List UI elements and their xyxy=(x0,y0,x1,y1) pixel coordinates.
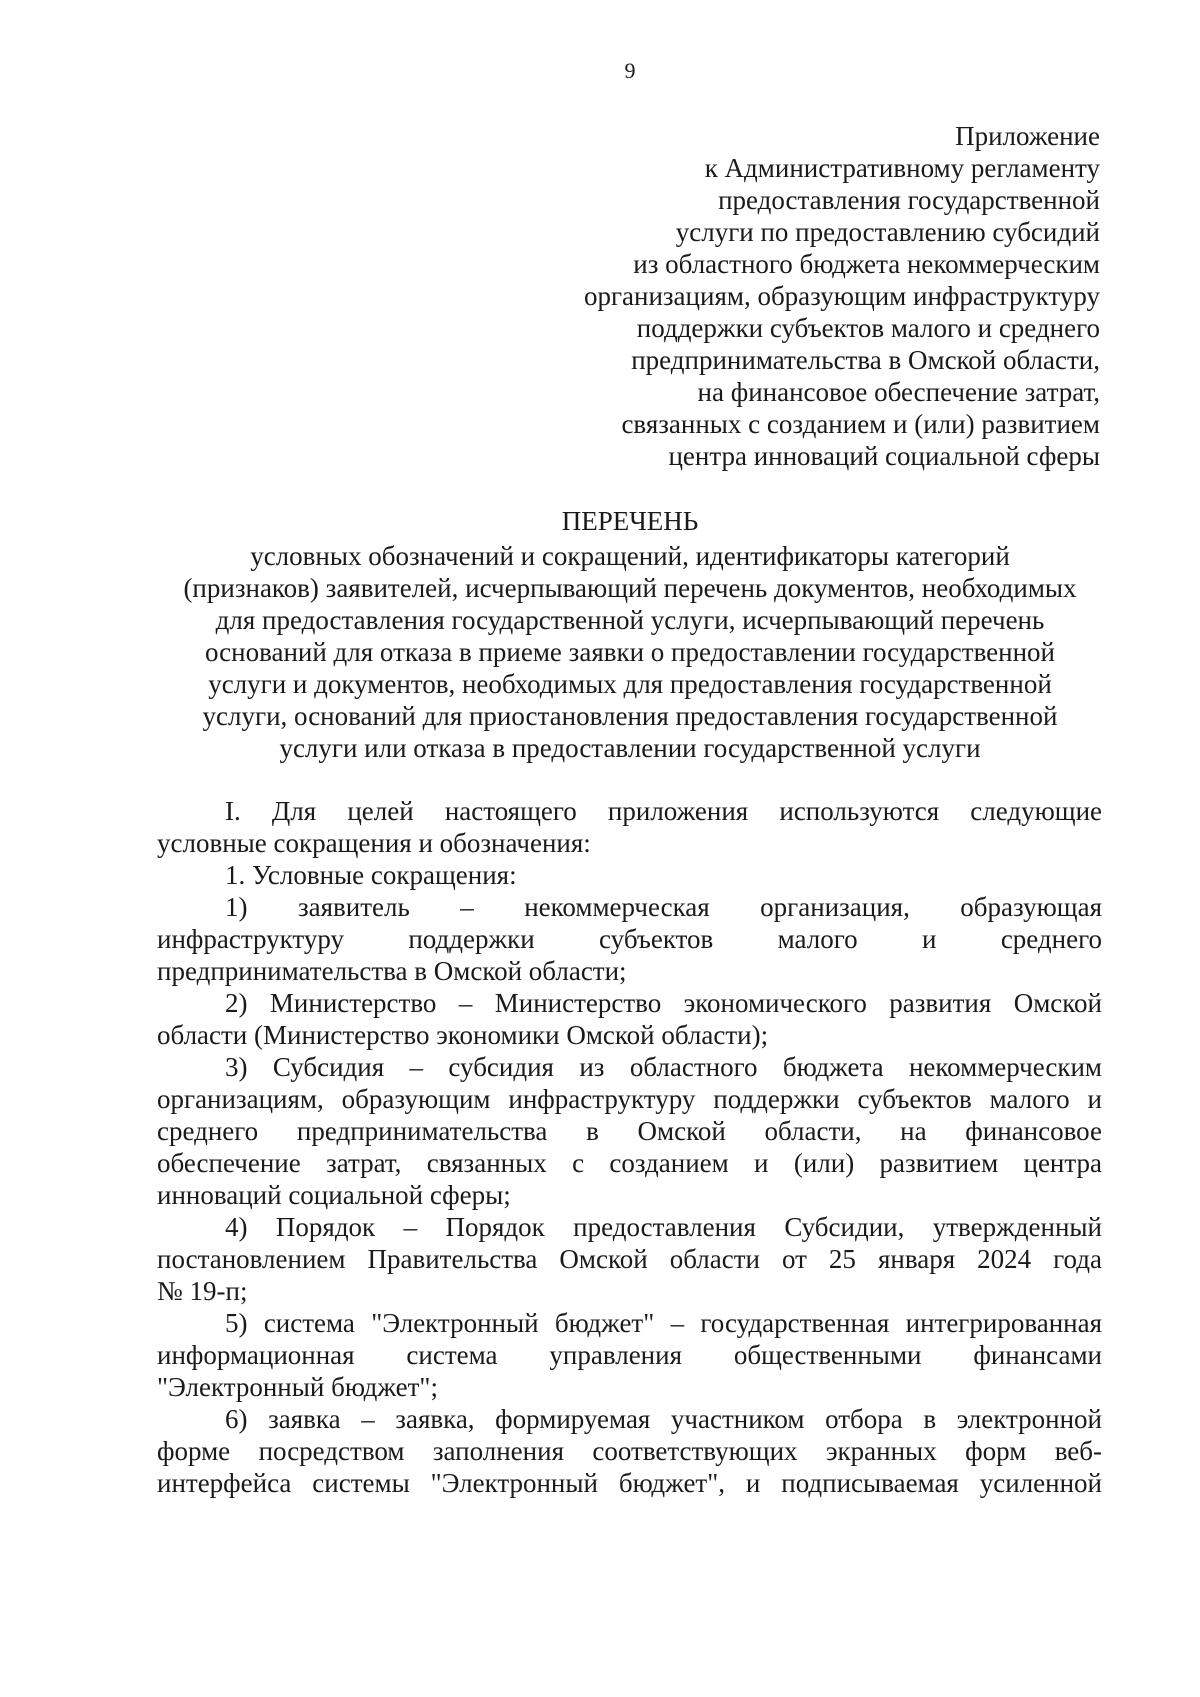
body-line: области (Министерство экономики Омской области); xyxy=(157,1020,769,1050)
body-line: 4) Порядок – Порядок предоставления Субсидии, утвержденный xyxy=(225,1212,1102,1242)
page-number: 9 xyxy=(624,58,636,83)
appendix-line: предпринимательства в Омской области, xyxy=(631,345,1100,375)
body-line: условные сокращения и обозначения: xyxy=(157,828,591,858)
body-line: обеспечение затрат, связанных с созданием и (или) развитием центра xyxy=(157,1148,1102,1178)
body-line: среднего предпринимательства в Омской области, на финансовое xyxy=(157,1116,1102,1146)
body-line: форме посредством заполнения соответствующих экранных форм веб- xyxy=(157,1436,1102,1466)
body-line: инноваций социальной сферы; xyxy=(157,1180,511,1210)
body-line: 1) заявитель – некоммерческая организация, образующая xyxy=(225,892,1102,922)
subtitle-line: для предоставления государственной услуги, исчерпывающий перечень xyxy=(215,605,1045,635)
appendix-line: к Административному регламенту xyxy=(704,153,1100,183)
body-line: 1. Условные сокращения: xyxy=(225,860,517,890)
subtitle-line: услуги или отказа в предоставлении государственной услуги xyxy=(279,733,981,763)
appendix-line: услуги по предоставлению субсидий xyxy=(675,217,1100,247)
document-body xyxy=(157,795,1102,1499)
subtitle-line: условных обозначений и сокращений, идентификаторы категорий xyxy=(250,541,1010,571)
body-line: 2) Министерство – Министерство экономического развития Омской xyxy=(225,988,1102,1018)
body-line: организациям, образующим инфраструктуру поддержки субъектов малого и xyxy=(157,1084,1102,1114)
subtitle-line: услуги и документов, необходимых для предоставления государственной xyxy=(208,669,1052,699)
subtitle-line: оснований для отказа в приеме заявки о предоставлении государственной xyxy=(204,637,1056,667)
body-line: 6) заявка – заявка, формируемая участником отбора в электронной xyxy=(225,1404,1102,1434)
body-line: № 19-п; xyxy=(157,1276,248,1306)
appendix-line: на финансовое обеспечение затрат, xyxy=(697,377,1100,407)
appendix-line: из областного бюджета некоммерческим xyxy=(633,249,1100,279)
appendix-line: поддержки субъектов малого и среднего xyxy=(636,313,1100,343)
body-line: "Электронный бюджет"; xyxy=(157,1372,438,1402)
body-line: постановлением Правительства Омской области от 25 января 2024 года xyxy=(157,1244,1102,1274)
subtitle-line: услуги, оснований для приостановления предоставления государственной xyxy=(202,701,1058,731)
appendix-line: связанных с созданием и (или) развитием xyxy=(621,409,1100,439)
document-title: ПЕРЕЧЕНЬ xyxy=(561,506,699,536)
appendix-line: предоставления государственной xyxy=(718,185,1100,215)
body-line: 5) система "Электронный бюджет" – государственная интегрированная xyxy=(225,1308,1102,1338)
appendix-line: организациям, образующим инфраструктуру xyxy=(583,281,1100,311)
body-line: предпринимательства в Омской области; xyxy=(157,956,627,986)
appendix-line: центра инноваций социальной сферы xyxy=(668,441,1100,471)
body-line: интерфейса системы "Электронный бюджет", и подписываемая усиленной xyxy=(157,1468,1102,1498)
body-line: инфраструктуру поддержки субъектов малого и среднего xyxy=(157,924,1102,954)
appendix-header xyxy=(500,120,1100,472)
body-line: информационная система управления общественными финансами xyxy=(157,1340,1102,1370)
body-line: 3) Субсидия – субсидия из областного бюджета некоммерческим xyxy=(225,1052,1102,1082)
appendix-line: Приложение xyxy=(955,121,1100,151)
subtitle-line: (признаков) заявителей, исчерпывающий перечень документов, необходимых xyxy=(183,573,1077,603)
body-line: I. Для целей настоящего приложения используются следующие xyxy=(225,796,1102,826)
document-subtitle xyxy=(150,540,1110,764)
